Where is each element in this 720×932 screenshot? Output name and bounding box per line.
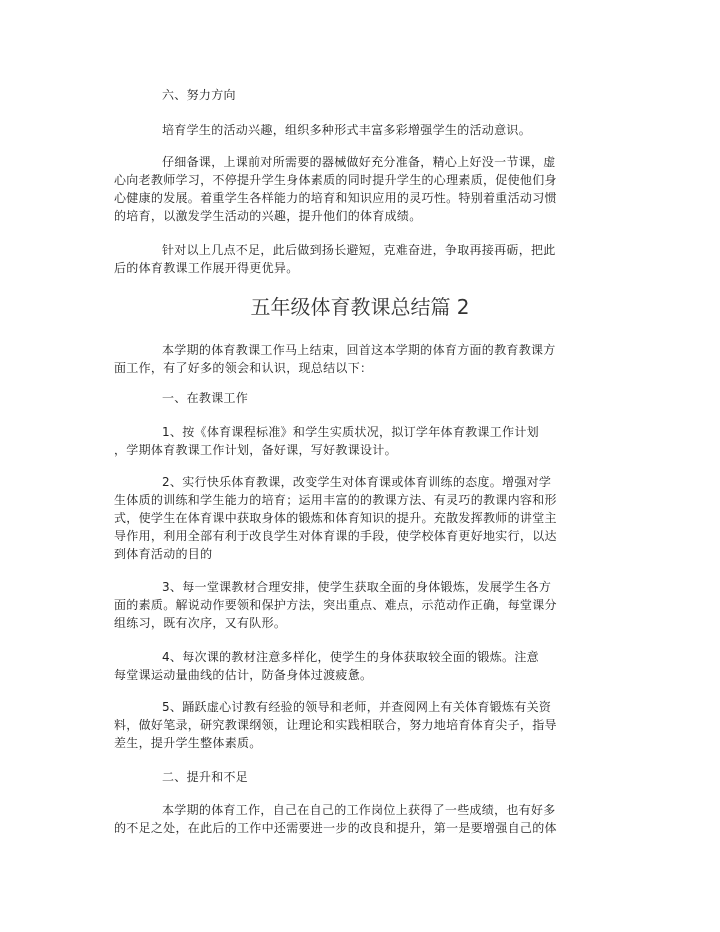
paragraph-line: 3、每一堂课教材合理安排，使学生获取全面的身体锻炼，发展学生各方 bbox=[162, 580, 552, 594]
paragraph-line: 2、实行快乐体育教课，改变学生对体育课或体育训练的态度。增强对学 bbox=[162, 475, 552, 489]
paragraph-line: 的培育，以激发学生活动的兴趣，提升他们的体育成绩。 bbox=[114, 209, 422, 223]
article-title: 五年级体育教课总结篇 2 bbox=[250, 295, 470, 319]
paragraph-line: 心健康的发展。着重学生各样能力的培育和知识应用的灵巧性。特别着重活动习惯 bbox=[114, 191, 557, 205]
paragraph-line: 生体质的训练和学生能力的培育；运用丰富的的教课方法、有灵巧的教课内容和形 bbox=[114, 493, 557, 507]
paragraph-line: 本学期的体育教课工作马上结束，回首这本学期的体育方面的教育教课方 bbox=[162, 343, 556, 357]
paragraph-line: 心向老教师学习，不停提升学生身体素质的同时提升学生的心理素质，促使他们身 bbox=[114, 173, 557, 187]
paragraph-line: 的不足之处，在此后的工作中还需要进一步的改良和提升，第一是要增强自己的体 bbox=[114, 821, 557, 835]
paragraph-line: 本学期的体育工作，自己在自己的工作岗位上获得了一些成绩，也有好多 bbox=[162, 803, 556, 817]
paragraph-line: 5、踊跃虚心讨教有经验的领导和老师，并查阅网上有关体育锻炼有关资 bbox=[162, 700, 552, 714]
section-heading: 二、提升和不足 bbox=[162, 770, 249, 784]
paragraph-line: 导作用，利用全部有利于改良学生对体育课的手段，使学校体育更好地实行，以达 bbox=[114, 529, 557, 543]
paragraph-line: ，学期体育教课工作计划，备好课，写好教课设计。 bbox=[114, 443, 397, 457]
paragraph-line: 式，使学生在体育课中获取身体的锻炼和体育知识的提升。充散发挥教师的讲堂主 bbox=[114, 511, 557, 525]
paragraph-line: 料，做好笔录，研究教课纲领，让理论和实践相联合，努力地培育体育尖子，指导 bbox=[114, 718, 557, 732]
paragraph-line: 培育学生的活动兴趣，组织多种形式丰富多彩增强学生的活动意识。 bbox=[162, 123, 532, 137]
paragraph-line: 仔细备课，上课前对所需要的器械做好充分准备，精心上好没一节课，虚 bbox=[162, 155, 556, 169]
section-heading: 六、努力方向 bbox=[162, 88, 236, 102]
paragraph-line: 面的素质。解说动作要领和保护方法，突出重点、难点，示范动作正确，每堂课分 bbox=[114, 598, 557, 612]
paragraph-line: 后的体育教课工作展开得更优异。 bbox=[114, 261, 299, 275]
paragraph-line: 面工作，有了好多的领会和认识，现总结以下： bbox=[114, 361, 373, 375]
paragraph-line: 1、按《体育课程标准》和学生实质状况，拟订学年体育教课工作计划 bbox=[162, 425, 539, 439]
paragraph-line: 每堂课运动量曲线的估计，防备身体过渡疲惫。 bbox=[114, 668, 373, 682]
paragraph-line: 到体育活动的目的 bbox=[114, 547, 213, 561]
paragraph-line: 差生，提升学生整体素质。 bbox=[114, 736, 262, 750]
paragraph-line: 组练习，既有次序，又有队形。 bbox=[114, 616, 287, 630]
section-heading: 一、在教课工作 bbox=[162, 391, 249, 405]
paragraph-line: 4、每次课的教材注意多样化，使学生的身体获取较全面的锻炼。注意 bbox=[162, 650, 539, 664]
paragraph-line: 针对以上几点不足，此后做到扬长避短，克难奋进，争取再接再砺，把此 bbox=[162, 243, 556, 257]
